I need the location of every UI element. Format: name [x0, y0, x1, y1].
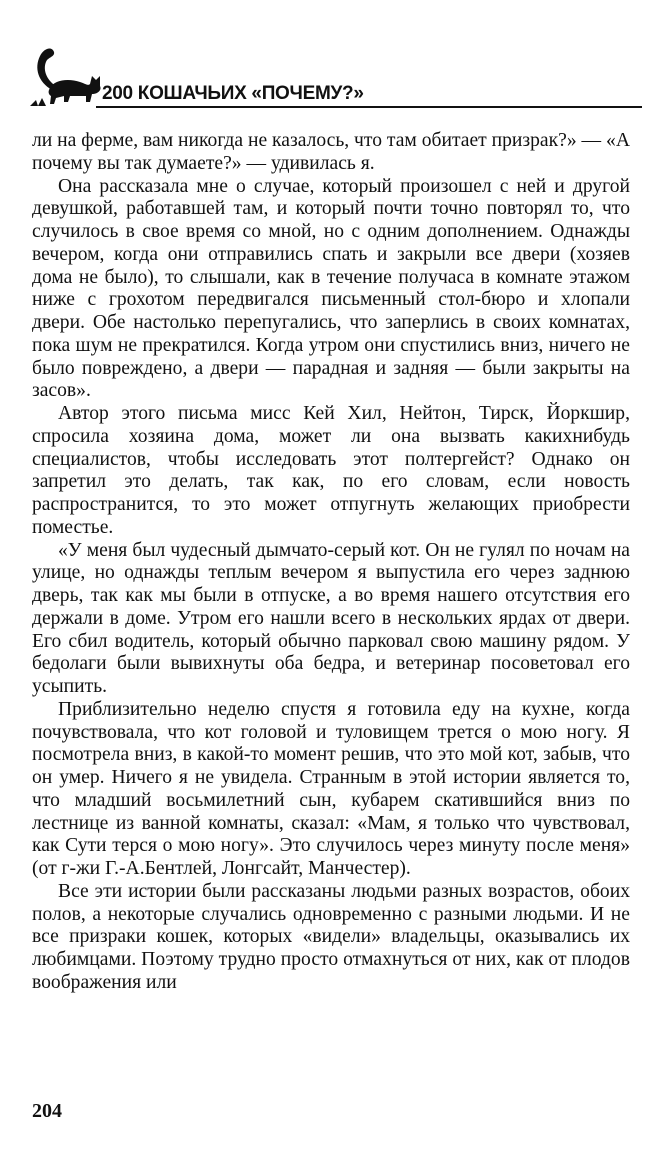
paragraph: Автор этого письма мисс Кей Хил, Нейтон, Тирск, Йоркшир, спросила хозяина дома, может ли она вызвать какихнибудь специалистов, чтобы исследовать этот полтергейст? Однако он запретил это делать, так как, по его словам, если новость распространится, то это может отпугнуть желающих приобрести поместье. — [32, 403, 630, 538]
running-header-title: 200 КОШАЧЬИХ «ПОЧЕМУ?» — [102, 83, 364, 104]
paragraph: Все эти истории были рассказаны людьми разных возрастов, обоих полов, а некоторые случались одновременно с разными людьми. И не все призраки кошек, которых «видели» владельцы, оказывались их любимцами. Поэтому трудно просто отмахнуться от них, как от плодов воображения или — [32, 880, 630, 993]
paragraph: «У меня был чудесный дымчато-серый кот. Он не гулял по ночам на улице, но однажды теплым вечером я выпустила его через заднюю дверь, так как мы были в отпуске, а во время нашего отсутствия его держали в доме. Утром его нашли всего в нескольких ярдах от двери. Его сбил водитель, который обычно парковал свою машину рядом. У бедолаги были вывихнуты оба бедра, и ветеринар посоветовал его усыпить. — [32, 539, 630, 697]
cat-silhouette-icon — [30, 38, 110, 108]
paragraph: Она рассказала мне о случае, который произошел с ней и другой девушкой, работавшей там, и который почти точно повторял то, что случилось в свое время со мной, но с одним дополнением. Однажды вечером, когда они отправились спать и закрыли все двери (хозяев дома не было), то слышали, как в течение получаса в комнате этажом ниже с грохотом передвигался письменный стол-бюро и хлопали двери. Обе настолько перепугались, что заперлись в своих комнатах, пока шум не прекратился. Когда утром они спустились вниз, ничего не было повреждено, а двери — парадная и задняя — были закрыты на засов». — [32, 175, 630, 402]
running-header — [30, 38, 642, 108]
paragraph: Приблизительно неделю спустя я готовила еду на кухне, когда почувствовала, что кот головой и туловищем трется о мою ногу. Я посмотрела вниз, в какой-то момент решив, что это мой кот, забыв, что он умер. Ничего я не увидела. Странным в этой истории является то, что младший восьмилетний сын, кубарем скатившийся вниз по лестнице из ванной комнаты, сказал: «Мам, я только что чувствовал, как Сути терся о мою ногу». Это случилось через минуту после меня» (от г-жи Г.-А.Бентлей, Лонгсайт, Манчестер). — [32, 698, 630, 879]
paragraph: ли на ферме, вам никогда не казалось, что там обитает призрак?» — «А почему вы так думаете?» — удивилась я. — [32, 130, 630, 174]
body-text — [32, 130, 630, 995]
header-rule — [96, 106, 642, 108]
page-number: 204 — [32, 1100, 62, 1122]
